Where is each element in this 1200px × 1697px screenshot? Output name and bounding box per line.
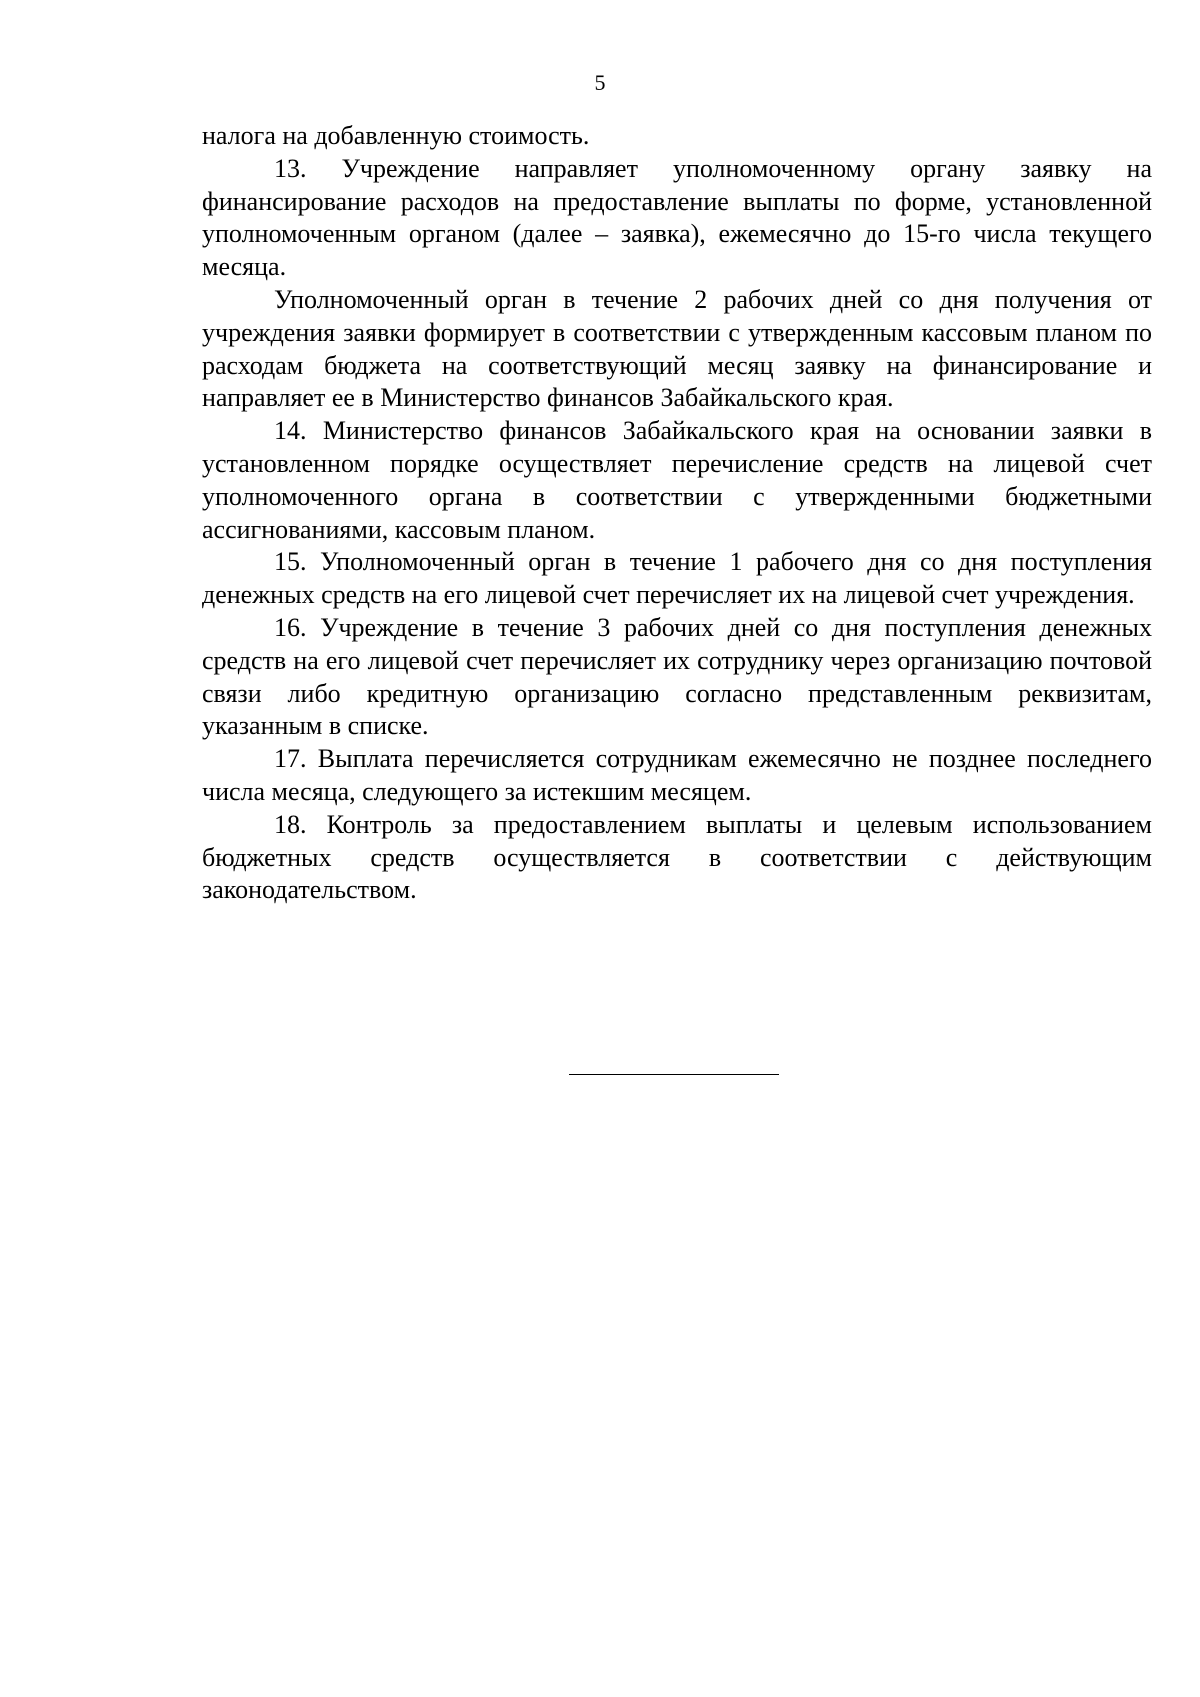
paragraph-item-13: 13. Учреждение направляет уполномоченному органу заявку на финансирование расходов на предоставление выплаты по форме, установленной уполномоченным органом (далее – заявка), ежемесячно до 15-го числа текущего месяца. bbox=[202, 153, 1152, 282]
paragraph-item-16: 16. Учреждение в течение 3 рабочих дней со дня поступления денежных средств на его лицевой счет перечисляет их сотруднику через организацию почтовой связи либо кредитную организацию согласно представленным реквизитам, указанным в списке. bbox=[202, 612, 1152, 741]
paragraph-item-13-continuation: Уполномоченный орган в течение 2 рабочих дней со дня получения от учреждения заявки формирует в соответствии с утвержденным кассовым планом по расходам бюджета на соответствующий месяц заявку на финансирование и направляет ее в Министерство финансов Забайкальского края. bbox=[202, 284, 1152, 413]
paragraph-item-17: 17. Выплата перечисляется сотрудникам ежемесячно не позднее последнего числа месяца, следующего за истекшим месяцем. bbox=[202, 744, 1152, 806]
paragraph-item-18: 18. Контроль за предоставлением выплаты и целевым использованием бюджетных средств осуществляется в соответствии с действующим законодательством. bbox=[202, 809, 1152, 905]
page-number: 5 bbox=[594, 70, 606, 95]
paragraph-continuation: налога на добавленную стоимость. bbox=[202, 121, 590, 150]
paragraph-item-15: 15. Уполномоченный орган в течение 1 рабочего дня со дня поступления денежных средств на его лицевой счет перечисляет их на лицевой счет учреждения. bbox=[202, 547, 1152, 610]
end-divider bbox=[569, 1074, 779, 1075]
document-body bbox=[202, 120, 1152, 907]
paragraph-item-14: 14. Министерство финансов Забайкальского края на основании заявки в установленном порядке осуществляет перечисление средств на лицевой счет уполномоченного органа в соответствии с утвержденными бюджетными ассигнованиями, кассовым планом. bbox=[202, 416, 1152, 544]
